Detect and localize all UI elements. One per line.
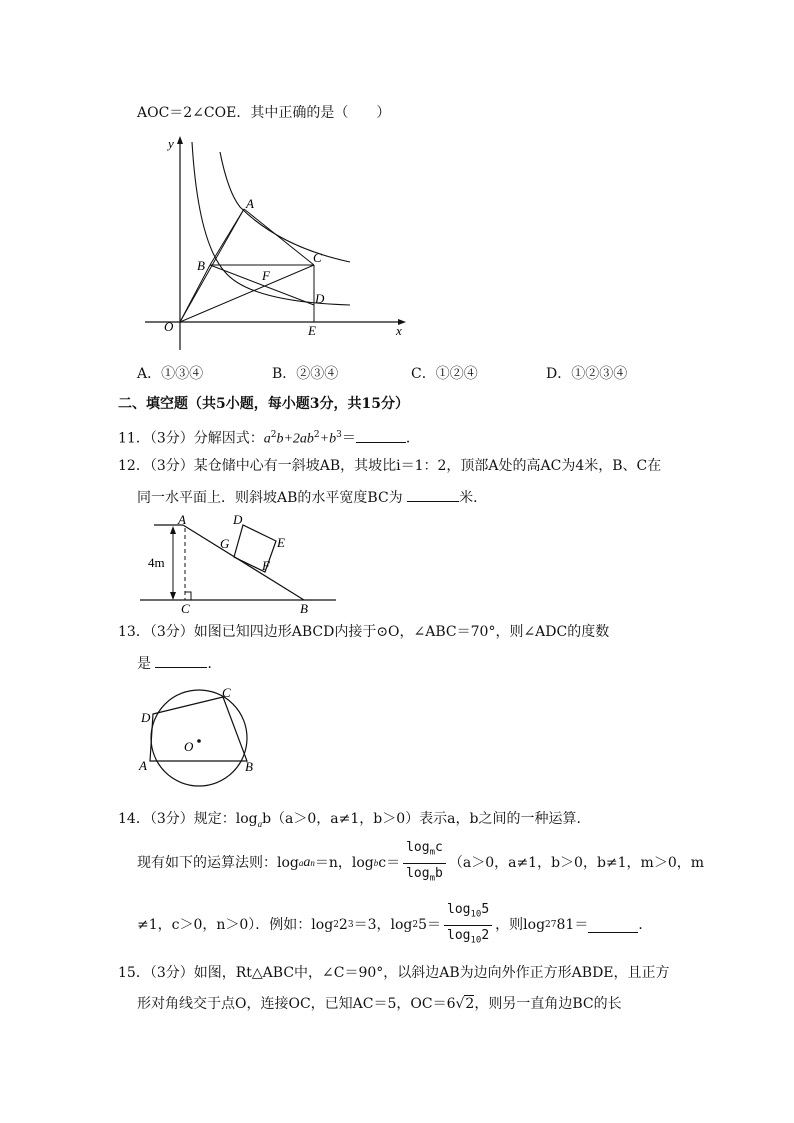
q14-answer-blank[interactable] [588, 918, 638, 933]
q13-figure [135, 684, 263, 788]
q15-line1: 15．（3分）如图，Rt△ABC中，∠C＝90°，以斜边AB为边向外作正方形ABDE，且正方 [118, 965, 670, 981]
q13-label-d: D [141, 710, 151, 725]
q10-label-f: F [262, 268, 270, 283]
q14-line3: ≠1，c＞0，n＞0）．例如：log 2 2 3 ＝3，log 2 5＝ $\frac{\log_{10}5}{\log_{10}2}$ ，则log 27 81＝ ． [137, 902, 652, 948]
q12-label-g: G [220, 536, 230, 551]
section2-heading: 二、填空题（共5小题，每小题3分，共15分） [118, 396, 409, 412]
q12-label-c: C [181, 601, 190, 616]
q10-label-b: B [197, 258, 205, 273]
q10-figure [140, 132, 410, 354]
q12-label-d: D [233, 512, 243, 527]
q14-fraction-2: $\frac{\log_{10}5}{\log_{10}2}$ [444, 901, 492, 949]
q13-label-o: O [184, 739, 194, 754]
q12-figure [138, 512, 340, 618]
q10-option-a: A．①③④ [137, 366, 204, 382]
q12-answer-blank[interactable] [407, 487, 459, 502]
q12-line2: 同一水平面上．则斜坡AB的水平宽度BC为 米． [137, 487, 487, 508]
q10-label-y: y [168, 136, 174, 151]
q12-label-4m: 4m [148, 555, 165, 570]
q10-label-c: C [313, 250, 322, 265]
q14-fraction-1: $\frac{\log_mc}{\log_mb}$ [403, 839, 446, 887]
q10-tail-text: AOC＝2∠COE．其中正确的是（ ） [137, 105, 391, 121]
q10-label-a: A [246, 196, 254, 211]
q10-option-c: C．①②④ [411, 366, 478, 382]
q11-answer-blank[interactable] [356, 428, 406, 443]
q12-label-f: F [262, 558, 270, 573]
q13-label-c: C [222, 685, 231, 700]
q13-line2: 是 ． [137, 653, 221, 674]
q12-line1: 12．（3分）某仓储中心有一斜坡AB，其坡比i＝1：2，顶部A处的高AC为4米，B、C在 [118, 458, 662, 474]
q10-label-o: O [164, 319, 174, 334]
sqrt-sign: √ [455, 996, 465, 1012]
q10-label-d: D [315, 291, 325, 306]
q10-option-b: B．②③④ [272, 366, 339, 382]
q13-label-a: A [139, 758, 147, 773]
q10-label-x: x [396, 323, 402, 338]
q14-line1: 14．（3分）规定：$\log_ab(a>0$，a≠1，b＞0）表示a，b之间的一种运算． [118, 811, 591, 829]
q13-answer-blank[interactable] [155, 653, 207, 668]
q10-option-d: D．①②③④ [546, 366, 628, 382]
q12-label-b: B [300, 601, 308, 616]
q14-line2: 现有如下的运算法则：log a a n ＝n，log b c＝ $\frac{\log_mc}{\log_mb}$ （a＞0，a≠1，b＞0，b≠1，m＞0，m [137, 840, 704, 886]
q10-label-e: E [308, 323, 316, 338]
q15-line2: 形对角线交于点O，连接OC，已知AC＝5，OC＝6√2，则另一直角边BC的长 [137, 996, 622, 1012]
q12-label-a: A [178, 512, 186, 527]
q11-text: 11．（3分）分解因式：$a^2b+2ab^2+b^3=$ ． [118, 425, 420, 450]
q13-label-b: B [245, 759, 253, 774]
q13-line1: 13．（3分）如图已知四边形ABCD内接于⊙O，∠ABC＝70°，则∠ADC的度数 [118, 624, 610, 640]
q12-label-e: E [277, 535, 285, 550]
